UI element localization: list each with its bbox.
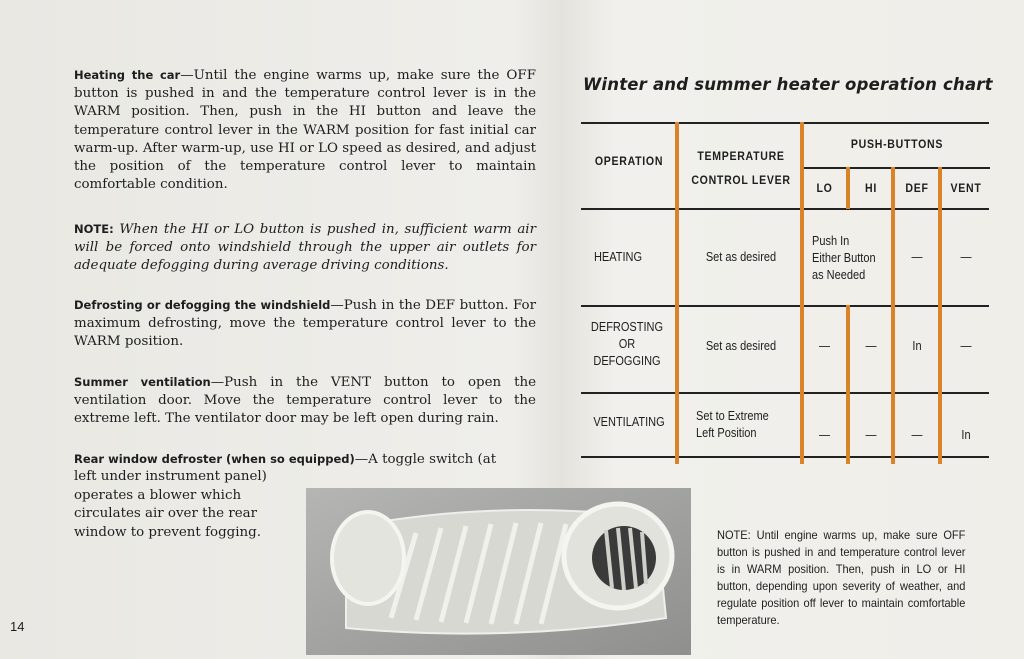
- row-heating-vent: —: [960, 250, 972, 264]
- bottom-note: NOTE: Until engine warms up, make sure OFF button is pushed in and temperature control lever is in WARM position. Then, push in LO or HI button, depending upon severity of weather, and regulate position off lever to maintain comfortable temperature.: [717, 528, 966, 627]
- header-vent: VENT: [950, 181, 982, 195]
- header-temperature: TEMPERATURE CONTROL LEVER: [691, 149, 791, 187]
- ventilation-text: —Push in the VENT button to open the ventilation door. Move the temperature control lever to the extreme left. The ventilator door may be left open during rain.: [74, 375, 536, 427]
- defrosting-heading: Defrosting or defogging the windshield: [74, 298, 331, 312]
- rear-defroster-paragraph: [74, 450, 536, 469]
- row-defrosting-operation: DEFROSTING OR DEFOGGING: [590, 320, 664, 368]
- row-heating-def: —: [911, 250, 923, 264]
- row-heating-operation: HEATING: [593, 250, 643, 264]
- defrosting-text: —Push in the DEF button. For maximum defrosting, move the temperature control lever to the WARM position.: [74, 298, 536, 350]
- table-rule: [581, 122, 989, 124]
- header-operation: OPERATION: [594, 154, 664, 168]
- row-ventilating-lever: Set to Extreme Left Position: [696, 409, 769, 440]
- table-rule: [802, 167, 990, 169]
- row-defrosting-lo: —: [819, 339, 830, 353]
- rear-defroster-heading: Rear window defroster (when so equipped): [74, 452, 355, 466]
- row-defrosting-vent: —: [960, 339, 972, 353]
- heating-heading: Heating the car: [74, 68, 181, 82]
- header-push-buttons: PUSH-BUTTONS: [850, 137, 944, 151]
- column-divider: [675, 122, 679, 464]
- column-divider: [800, 122, 804, 464]
- row-defrosting-lever: Set as desired: [705, 339, 777, 353]
- column-divider: [846, 305, 850, 464]
- header-hi: HI: [865, 181, 877, 195]
- rear-defroster-text: left under instrument panel) operates a blower which circulates air over the rear window to prevent fogging.: [74, 469, 267, 540]
- ventilation-paragraph: [74, 373, 536, 429]
- row-heating-lo-hi: Push In Either Button as Needed: [812, 234, 876, 282]
- row-ventilating-vent: In: [961, 428, 971, 442]
- row-ventilating-hi: —: [865, 428, 877, 442]
- row-ventilating-operation: VENTILATING: [593, 415, 665, 429]
- heater-grille-photo: [306, 488, 691, 655]
- row-heating-lever: Set as desired: [705, 250, 777, 264]
- note-paragraph: [74, 220, 536, 276]
- header-lo: LO: [816, 181, 833, 195]
- note-label: NOTE:: [74, 222, 114, 236]
- note-text: When the HI or LO button is pushed in, sufficient warm air will be forced onto windshield through the upper air outlets for adequate defogging during average driving conditions.: [74, 222, 536, 274]
- ventilation-heading: Summer ventilation: [74, 375, 211, 389]
- table-rule: [581, 305, 989, 307]
- header-def: DEF: [905, 181, 929, 195]
- column-divider: [938, 167, 942, 464]
- row-ventilating-def: —: [911, 428, 923, 442]
- table-rule: [581, 208, 989, 210]
- row-defrosting-def: In: [912, 339, 922, 353]
- table-rule: [581, 392, 989, 394]
- heating-paragraph: [74, 66, 536, 194]
- defrosting-paragraph: [74, 296, 536, 352]
- page-number: 14: [10, 619, 25, 634]
- rear-defroster-text-line1: —A toggle switch (at: [354, 452, 497, 467]
- row-ventilating-lo: —: [819, 428, 830, 442]
- heating-text: —Until the engine warms up, make sure the OFF button is pushed in and the temperature control lever is in the WARM position. Then, push in the HI button and leave the temperature control lever in the WARM position for fast initial car warm-up. After warm-up, use HI or LO speed as desired, and adjust the position of the temperature control lever to maintain comfortable condition.: [74, 68, 536, 193]
- row-defrosting-hi: —: [865, 339, 877, 353]
- column-divider: [891, 167, 895, 464]
- table-rule: [581, 456, 989, 458]
- chart-title: Winter and summer heater operation chart: [583, 75, 993, 94]
- column-divider: [846, 167, 850, 209]
